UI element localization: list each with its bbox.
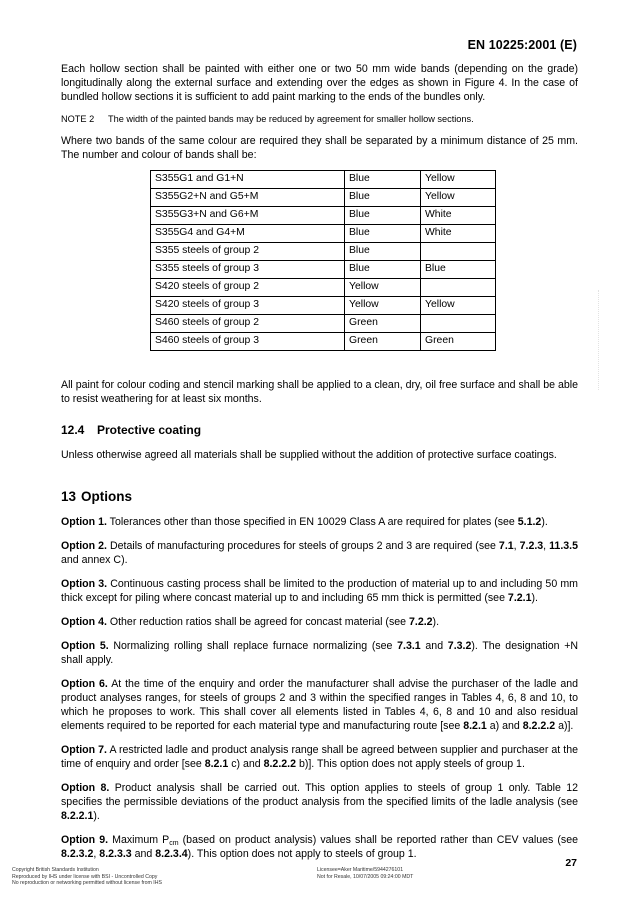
text-run: ). This option does not apply to steels of group 1.: [187, 848, 417, 860]
steel-grade-cell: S420 steels of group 3: [151, 297, 345, 315]
bold-reference: Option 5.: [61, 640, 109, 652]
bold-reference: Option 8.: [61, 782, 110, 794]
footer-right: [317, 867, 413, 880]
second-band-cell: White: [421, 225, 496, 243]
page-body: [61, 62, 578, 871]
steel-grade-cell: S355G1 and G1+N: [151, 171, 345, 189]
intro-paragraph: Each hollow section shall be painted with either one or two 50 mm wide bands (depending on the grade) longitudinally along the external surface and extending over the edges as shown in Figure 4. In the case of bundled hollow sections it is sufficient to add paint marking to the ends of the bundles only.: [61, 63, 578, 103]
text-run: b)]. This option does not apply steels of group 1.: [296, 758, 525, 770]
footer-line: Reproduced by IHS under license with BSI - Uncontrolled Copy: [12, 873, 158, 880]
bold-reference: 5.1.2: [517, 516, 542, 528]
steel-grade-cell: S355G4 and G4+M: [151, 225, 345, 243]
text-run: c) and: [228, 758, 264, 770]
second-band-cell: Green: [421, 333, 496, 351]
text-run: ,: [543, 540, 550, 552]
footer-line: Copyright British Standards Institution: [12, 867, 99, 873]
text-run: A restricted ladle and product analysis range shall be agreed between supplier and purchaser at the time of enquiry and order [see: [61, 744, 579, 770]
steel-grade-cell: S355 steels of group 3: [151, 261, 345, 279]
band-colour-table: [150, 170, 496, 351]
option-2-paragraph: [61, 539, 578, 567]
bold-reference: 8.2.3.2: [61, 848, 94, 860]
bold-reference: Option 6.: [61, 678, 108, 690]
text-run: Normalizing rolling shall replace furnace normalizing (see: [108, 640, 398, 652]
option-6-paragraph: [61, 677, 578, 733]
bold-reference: 8.2.1: [463, 720, 487, 732]
first-band-cell: Blue: [345, 207, 421, 225]
bold-reference: 8.2.1: [204, 758, 229, 770]
steel-grade-cell: S355G2+N and G5+M: [151, 189, 345, 207]
margin-mark: [598, 290, 601, 390]
table-row: [151, 189, 496, 207]
second-band-cell: [421, 243, 496, 261]
bold-reference: 7.2.2: [408, 616, 433, 628]
table-row: [151, 261, 496, 279]
first-band-cell: Yellow: [345, 297, 421, 315]
bold-reference: Option 7.: [61, 744, 108, 756]
option-3-paragraph: [61, 577, 578, 605]
table-row: [151, 333, 496, 351]
bold-reference: 8.2.2.2: [522, 720, 556, 732]
text-run: Product analysis shall be carried out. This option applies to steels of group 1 only. Table 12 specifies the permissible deviations of the product analysis from the specified limits of the ladle analysis (see: [61, 782, 578, 808]
bold-reference: 7.3.1: [397, 640, 421, 652]
text-run: At the time of the enquiry and order the manufacturer shall advise the purchaser of the ladle and product analyses ranges, for steels of groups 2 and 3 within the specified ranges in Tables 4, 6, 8 and 10, to which he proposes to work. This shall cover all elements listed in Tables 4, 6, 8 and 10 and also residual elements required to be reported for each material type and manufacturing route [see: [61, 678, 578, 732]
first-band-cell: Blue: [345, 171, 421, 189]
text-run: and: [420, 640, 448, 652]
text-run: Details of manufacturing procedures for steels of groups 2 and 3 are required (see: [106, 540, 499, 552]
first-band-cell: Blue: [345, 225, 421, 243]
bold-reference: 11.3.5: [549, 540, 578, 552]
bold-reference: Option 4.: [61, 616, 107, 628]
table-row: [151, 171, 496, 189]
bold-reference: Option 1.: [61, 516, 107, 528]
second-band-cell: [421, 279, 496, 297]
first-band-cell: Yellow: [345, 279, 421, 297]
bold-reference: 8.2.2.2: [263, 758, 296, 770]
section-13-heading: [61, 489, 578, 505]
text-run: and: [131, 848, 156, 860]
text-run: ). The designation +N shall apply.: [61, 640, 579, 666]
section-number: 12.4: [61, 423, 85, 437]
paint-paragraph: All paint for colour coding and stencil marking shall be applied to a clean, dry, oil free surface and shall be able to resist weathering for at least six months.: [61, 379, 578, 405]
second-band-cell: Yellow: [421, 297, 496, 315]
text-run: Tolerances other than those specified in EN 10029 Class A are required for plates (see: [106, 516, 518, 528]
bold-reference: Option 3.: [61, 578, 108, 590]
protective-coating-paragraph: Unless otherwise agreed all materials shall be supplied without the addition of protective surface coatings.: [61, 449, 557, 461]
text-run: Maximum P: [108, 834, 170, 846]
text-run: (based on product analysis) values shall be reported rather than CEV values (see: [178, 834, 578, 846]
text-run: ).: [531, 592, 538, 604]
bold-reference: 8.2.2.1: [61, 810, 94, 822]
subscript: cm: [169, 840, 179, 847]
page-number: 27: [565, 857, 577, 869]
footer-line: Not for Resale, 10/07/2005 09:24:00 MDT: [317, 873, 414, 880]
text-run: ).: [541, 516, 548, 528]
text-run: ,: [93, 848, 100, 860]
footer-line: Licensee=Aker Maritime/5944276101: [317, 867, 404, 873]
table-row: [151, 207, 496, 225]
bold-reference: Option 2.: [61, 540, 107, 552]
second-band-cell: Blue: [421, 261, 496, 279]
section-title: Protective coating: [97, 423, 202, 437]
footer-line: No reproduction or networking permitted without license from IHS: [12, 880, 162, 887]
first-band-cell: Blue: [345, 261, 421, 279]
second-band-cell: Yellow: [421, 171, 496, 189]
text-run: a) and: [486, 720, 523, 732]
table-row: [151, 315, 496, 333]
table-row: [151, 297, 496, 315]
text-run: Continuous casting process shall be limited to the production of material up to and including 50 mm thick except for piling where concast material up to and including 65 mm thick is permitted (see: [61, 578, 578, 604]
first-band-cell: Green: [345, 333, 421, 351]
second-band-cell: White: [421, 207, 496, 225]
steel-grade-cell: S420 steels of group 2: [151, 279, 345, 297]
bold-reference: 7.2.3: [519, 540, 544, 552]
bold-reference: 8.2.3.3: [99, 848, 132, 860]
steel-grade-cell: S460 steels of group 2: [151, 315, 345, 333]
option-5-paragraph: [61, 639, 578, 667]
option-9-paragraph: [61, 833, 578, 861]
table-row: [151, 225, 496, 243]
footer-left: [12, 867, 162, 887]
note-2: [61, 113, 578, 125]
first-band-cell: Blue: [345, 189, 421, 207]
text-run: and annex C).: [61, 554, 128, 566]
table-row: [151, 243, 496, 261]
bold-reference: 8.2.3.4: [155, 848, 188, 860]
section-12-4-heading: [61, 423, 578, 438]
first-band-cell: Green: [345, 315, 421, 333]
table-row: [151, 279, 496, 297]
bold-reference: 7.3.2: [447, 640, 472, 652]
band-table-body: [151, 171, 496, 351]
option-4-paragraph: [61, 615, 578, 629]
note-label: NOTE 2: [61, 114, 95, 124]
text-run: ).: [432, 616, 440, 628]
steel-grade-cell: S355 steels of group 2: [151, 243, 345, 261]
second-band-cell: Yellow: [421, 189, 496, 207]
note-text: The width of the painted bands may be reduced by agreement for smaller hollow sections.: [108, 114, 474, 124]
text-run: ,: [513, 540, 520, 552]
bands-paragraph: Where two bands of the same colour are required they shall be separated by a minimum distance of 25 mm. The number and colour of bands shall be:: [61, 135, 578, 161]
bold-reference: 7.2.1: [507, 592, 532, 604]
text-run: ).: [93, 810, 100, 822]
second-band-cell: [421, 315, 496, 333]
option-1-paragraph: [61, 515, 578, 529]
first-band-cell: Blue: [345, 243, 421, 261]
section-title: Options: [81, 489, 132, 504]
option-7-paragraph: [61, 743, 578, 771]
options-list: [61, 515, 578, 861]
steel-grade-cell: S460 steels of group 3: [151, 333, 345, 351]
option-8-paragraph: [61, 781, 578, 823]
text-run: a)].: [555, 720, 574, 732]
bold-reference: 7.1: [498, 540, 514, 552]
document-reference: EN 10225:2001 (E): [467, 38, 577, 52]
text-run: Other reduction ratios shall be agreed for concast material (see: [106, 616, 409, 628]
section-number: 13: [61, 489, 77, 504]
bold-reference: Option 9.: [61, 834, 109, 846]
steel-grade-cell: S355G3+N and G6+M: [151, 207, 345, 225]
